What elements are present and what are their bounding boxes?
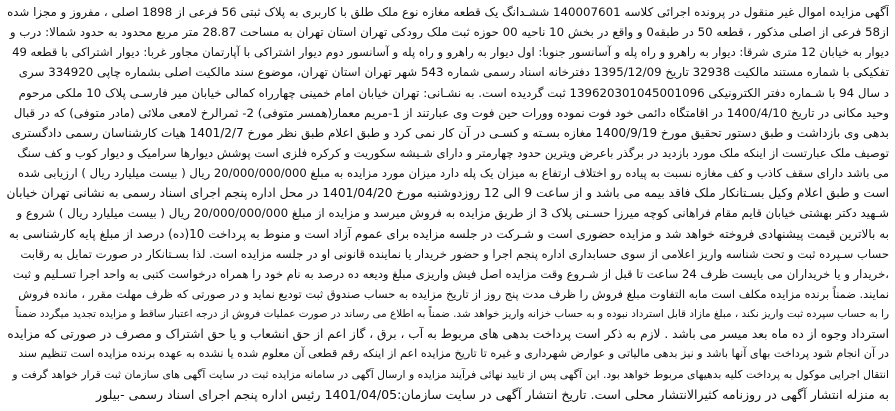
notice-line-16: را به حساب سپرده ثبت واریز نکند ، مبلغ مازاد قابل استرداد نبوده و به حساب خزانه واریز خواهد شد. ضمناً به اطلاع می رساند در صورت عملیات فروش از درجه اعتبار ساقط و مزایده تجدید میگردد ضمناً [15, 308, 889, 321]
notice-line-3: دیوار به خیابان 12 متری شرقا: دیوار به راهرو و راه پله و آسانسور جنوبا: اول دیوار به راهرو و راه پله و آسانسور دوم دیوار اشتراکی با آپارتمان مجاور غربا: دیوار اشتراکی با قطعه 49 [12, 45, 889, 60]
notice-line-13: حساب سـپرده ثبت و تحت شناسه واریز اعلامی از سوی حسابداری اداره پنجم اجرا و حضور خریدار یا نماینده قانونی او در جلسه مزایده است. لذا بسـتانکار در صورت تمایل به رقابت [20, 246, 889, 261]
notice-line-19: انتقال اجرایی موکول به پرداخت کلیه بدهیهای مربوط خواهد بود. این آگهی پس از تایید نهائی فرآیند مزایده و ارسال آگهی در سامانه مزایده ثبت در سایت آگهی های سازمان ثبت قرار خواهد گرفت و [12, 367, 889, 381]
notice-line-7: بدهی وی بازداشت و طبق دستور تحقیق مورخ 1400/9/19 مغازه بسـته و کسـی در آن کار نمی کرد و طبق اعلام طبق نظر مورخ 1401/2/7 هیات کارشناسان رسمی دادگستری [11, 125, 889, 140]
notice-line-8: توصیف ملک عبارتست از اینکه ملک مورد بازدید در برگذر باعرض ویترین حدود چهارمتر و دارای شـیشه سکوریت و کرکره فلزی است پوشش دیوارها سرامیک و دیوار کوب و کف سنگ [17, 145, 889, 160]
notice-line-14: ،خریدار و یا خریداران می بایست ظرف 24 ساعت تا قبل از شـروع وقت مزایده اصل فیش واریزی مبلغ ودیعه ده درصد به نام خود را همراه درخواست کتبی به واحد اجرا تسـلیم و ثبت [12, 266, 889, 281]
notice-line-18: در آن انجام شود پرداخت بهای آنها باشد و نیز بدهی مالیاتی و عوارض شهرداری و غیره تا تاریخ مزایده اعم از اینکه رقم قطعی آن معلوم شده یا نشده به عهده برنده مزایده است تنظیم سند [18, 347, 889, 361]
notice-line-15: نمایند. ضمناً برنده مزایده مکلف است مابه التفاوت مبلغ فروش را ظرف مدت پنج روز از تاریخ مزایده به حساب صندوق ثبت تودیع نماید و در صورتی که ظرف مهلت مقرر ، مانده فروش [18, 286, 889, 301]
notice-line-5: د سال 94 با شـماره دفتر الکترونیکی 139620301045001096 ثبت گردیده است. به نشـانی: تهران خیابان امام خمینی چهارراه کمالی خیابان میر فارسـی پلاک 10 ملکی مرحوم [18, 85, 889, 100]
notice-line-11: شـهید دکتر بهشتی خیابان قایم مقام فراهانی کوچه میرزا حسـنی پلاک 3 از طریق مزایده به فروش میرسد و مزایده از مبلغ 20/000/000/000 ریال ( بیست میلیارد ریال ) شروع و [16, 206, 889, 221]
notice-line-12: به بالاترین قیمت پیشنهادی فروخته خواهد شد و مزایده حضوری است و شـرکت در جلسه مزایده برای عموم آزاد است و منوط به پرداخت 10(ده) درصد از مبلغ پایه کارشناسی به [9, 226, 889, 241]
notice-line-1: آگهی مزایده اموال غیر منقول در پرونده اجرائی کلاسه 140007601 ششـدانگ یک قطعه مغازه نوع ملک طلق با کاربری به پلاک ثبتی 56 فرعی از 1898 اصلی ، مفروز و مجزا شده [7, 5, 889, 19]
notice-line-9: می باشد دارای سقف کاذب و کف مغازه نسبت به پیاده رو اختلاف ارتفاع به میزان یک پله دارد میزان مورد مزایده به مبلغ 20/000/000/000 ریال ( بیست میلیارد ریال ) ارزیابی شده [18, 166, 889, 181]
notice-line-2: از58 فرعی از اصلی مذکور ، قطعه 50 در طبقه0 و واقع در بخش 10 ناحیه 00 حوزه ثبت ملک رودکی تهران استان تهران به مساحت 28.87 متر مربع محدود به حدود شمالا: درب و [9, 25, 889, 40]
notice-line-20: به منزله انتشار آگهی در روزنامه کثیرالانتشار محلی است. تاریخ انتشار آگهی در سایت سازمان:1401/04/05 رئیس اداره پنجم اجرای اسناد رسمی -بیلور [96, 386, 889, 402]
notice-line-10: است و طبق اعلام وکیل بسـتانکار ملک فاقد بیمه می باشد و از ساعت 9 الی 12 روزدوشنبه مورخ 1401/04/20 در محل اداره پنجم اجرای اسناد رسمی به نشانی تهران خیابان [6, 186, 889, 201]
notice-line-6: وحید مکانی در تاریخ 1400/4/10 در اقامتگاه دائمی خود فوت نموده وورات حین فوت وی عبارتند از 1-مریم معمار(همسر متوفی) 2- ثمرالرخ لامعی ملائی (مادر متوفی) که در قبال [13, 105, 889, 120]
notice-line-17: استرداد وجوه از ده ماه بعد میسر می باشد . لازم به ذکر است پرداخت بدهی های مربوط به آب ، برق ، گاز اعم از حق انشعاب و یا حق اشتراک و مصرف در صورتی که مزایده [7, 327, 889, 342]
notice-line-4: تفکیکی با شماره مستند مالکیت 32938 تاریخ 1395/12/09 دفترخانه اسناد رسمی شماره 543 شهر تهران استان تهران، موضوع سند مالکیت اصلی بشماره چاپی 334920 سری [18, 65, 889, 80]
